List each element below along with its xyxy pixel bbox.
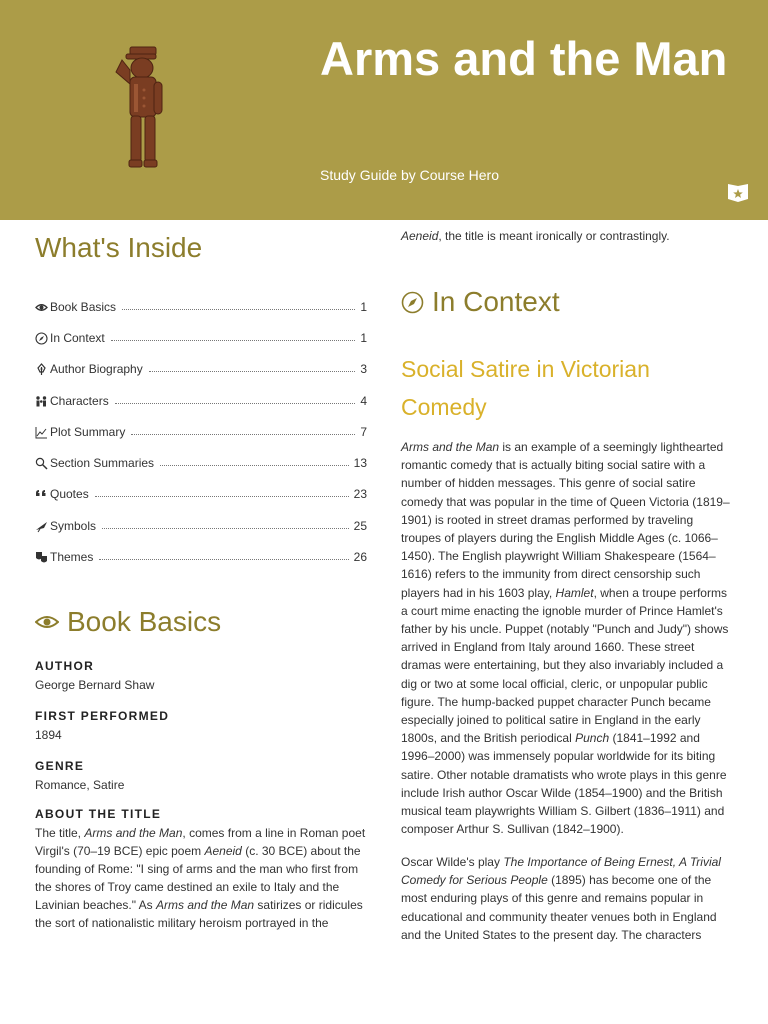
section-subheading: Social Satire in Victorian Comedy (401, 356, 650, 420)
about-title-label: ABOUT THE TITLE (35, 807, 162, 821)
toc-item-characters[interactable] (35, 388, 367, 408)
toc-page-number: 23 (353, 487, 367, 501)
author-label: AUTHOR (35, 659, 95, 673)
toc-item-quotes[interactable] (35, 481, 367, 501)
chart-icon (35, 426, 48, 439)
book-title: Arms and the Man (320, 32, 728, 85)
people-icon (35, 395, 48, 408)
toc-item-label: Themes (50, 550, 94, 564)
quill-icon (35, 363, 48, 376)
toc-page-number: 7 (360, 425, 367, 439)
author-field (35, 658, 367, 694)
about-title-text: The title, Arms and the Man, comes from a line in Roman poet Virgil's (70–19 BCE) epic poem Aeneid (c. 30 BCE) about the founding of Rome: "I sing of arms and the man who first from the shores of Troy came destined an exile to Italy and the Lavinian beaches." As Arms and the Man satirizes or ridicules the sort of nationalistic military heroism portrayed in the (35, 826, 366, 930)
toc-item-symbols[interactable] (35, 513, 367, 533)
continuation-text: Aeneid, the title is meant ironically or contrastingly. (401, 229, 670, 243)
author-value: George Bernard Shaw (35, 678, 155, 692)
toc-item-author-biography[interactable] (35, 356, 367, 376)
toc-item-label: Quotes (50, 487, 89, 501)
genre-label: GENRE (35, 759, 85, 773)
toc-item-book-basics[interactable] (35, 294, 367, 314)
toc-page-number: 4 (360, 394, 367, 408)
toc-item-section-summaries[interactable] (35, 450, 367, 470)
genre-value: Romance, Satire (35, 778, 125, 792)
book-basics-heading (35, 606, 221, 638)
masks-icon (35, 551, 48, 564)
toc-page-number: 1 (360, 300, 367, 314)
toc-page-number: 13 (353, 456, 367, 470)
toc-leader (149, 370, 356, 372)
toc-leader (111, 339, 356, 341)
body-paragraph: Arms and the Man is an example of a seemingly lighthearted romantic comedy that is actually biting social satire with a number of hidden messages. This genre of social satire comedy that was popular in the time of Queen Victoria (1819–1901) is rooted in street dramas performed by traveling troupes of players during the English Middle Ages (c. 1066–1450). The English playwright William Shakespeare (1564–1616) refers to the immunity from direct censorship such players had in his 1603 play, Hamlet, when a troupe performs a court mime enacting the ignoble murder of Prince Hamlet's father by his uncle. Puppet (notably "Punch and Judy") shows arrived in England from Italy around 1660. These street dramas were entertaining, but they also invariably included a dig or two at some local official, cleric, or unpopular public figure. The hump-backed puppet character Punch became especially joined to political satire in England in the early 1800s, and the British periodical Punch (1841–1992 and 1996–2000) was immensely popular worldwide for its biting satire. Other notable dramatists who wrote plays in this genre include Irish author Oscar Wilde (1854–1900) and the British musical team playwrights William S. Gilbert (1836–1911) and composer Arthur S. Sullivan (1842–1900). (401, 440, 730, 837)
toc-leader (115, 402, 356, 404)
first-performed-value: 1894 (35, 728, 62, 742)
toc-item-label: Section Summaries (50, 456, 155, 470)
eye-icon (35, 614, 59, 630)
toc-item-label: Book Basics (50, 300, 117, 314)
toc-item-label: Author Biography (50, 362, 143, 376)
book-basics-heading-text: Book Basics (67, 606, 222, 637)
toc-leader (131, 433, 355, 435)
toc-item-themes[interactable] (35, 544, 367, 564)
toc-page-number: 26 (353, 550, 367, 564)
bird-icon (35, 520, 48, 533)
in-context-heading (401, 286, 560, 318)
toc-item-label: In Context (50, 331, 105, 345)
toc-page-number: 1 (360, 331, 367, 345)
toc-item-label: Plot Summary (50, 425, 126, 439)
first-performed-field (35, 708, 367, 744)
compass-icon (401, 291, 424, 314)
toc-leader (160, 464, 349, 466)
first-performed-label: FIRST PERFORMED (35, 709, 170, 723)
genre-field (35, 758, 367, 794)
eye-icon (35, 301, 48, 314)
compass-icon (35, 332, 48, 345)
toc-leader (95, 495, 349, 497)
toc-page-number: 3 (360, 362, 367, 376)
toc-item-label: Characters (50, 394, 109, 408)
toc-item-in-context[interactable] (35, 325, 367, 345)
toc-page-number: 25 (353, 519, 367, 533)
cover-header (0, 0, 768, 220)
quote-icon (35, 488, 48, 501)
toc-item-label: Symbols (50, 519, 97, 533)
toc-item-plot-summary[interactable] (35, 419, 367, 439)
toc-heading: What's Inside (35, 232, 203, 263)
about-title-field (35, 806, 367, 932)
toc-leader (122, 308, 355, 310)
magnifier-icon (35, 457, 48, 470)
body-paragraph: Oscar Wilde's play The Importance of Being Ernest, A Trivial Comedy for Serious People (1895) has become one of the most enduring plays of this genre and remains popular in educational and community theater venues both in England and the United States to the present day. The characters (401, 855, 721, 942)
book-subtitle: Study Guide by Course Hero (320, 167, 499, 183)
toc-leader (102, 527, 349, 529)
in-context-heading-text: In Context (432, 286, 560, 317)
toy-soldier-image (104, 44, 174, 174)
course-hero-logo-icon (727, 183, 749, 203)
toc-leader (99, 558, 348, 560)
